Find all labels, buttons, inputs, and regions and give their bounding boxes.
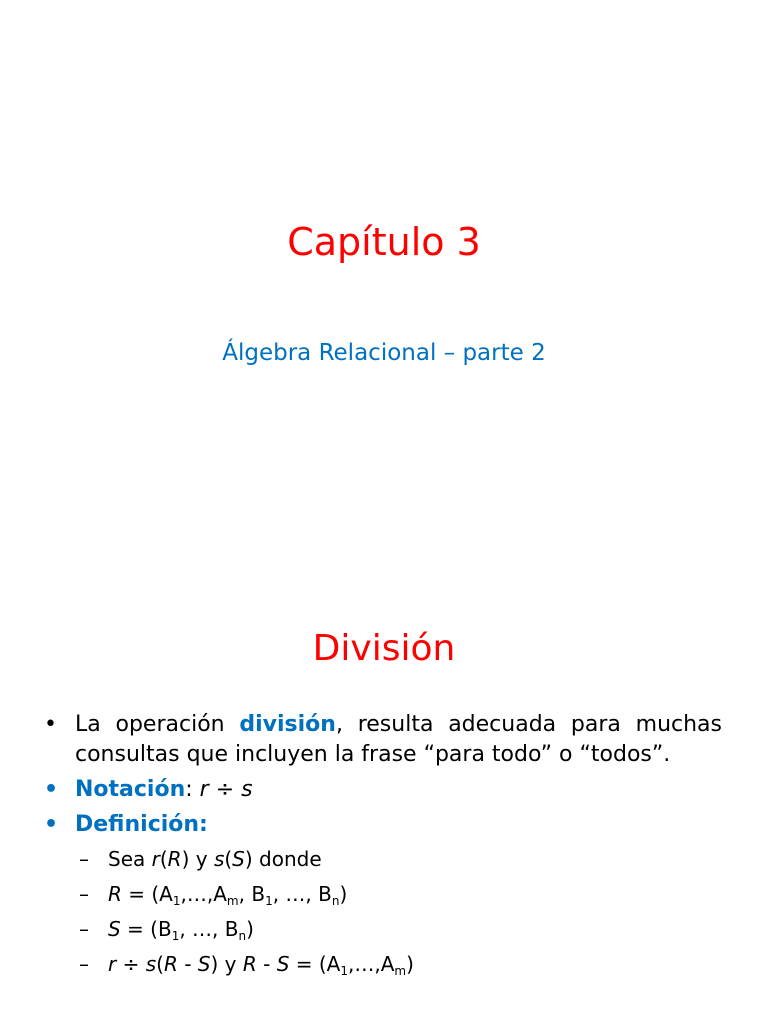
subitem-R-def [44, 879, 722, 909]
text: , …, B [179, 917, 239, 941]
notacion-colon: : [185, 777, 193, 802]
var-R: R [242, 952, 257, 976]
subscript: 1 [171, 929, 180, 943]
text: - [256, 952, 277, 976]
text: Sea [108, 847, 152, 871]
var-S: S [197, 952, 211, 976]
text: ( [159, 847, 168, 871]
bullet-division-description [44, 710, 722, 770]
var-S: S [232, 847, 245, 871]
subscript: m [226, 894, 239, 908]
text: ( [224, 847, 233, 871]
text: - [177, 952, 198, 976]
text: ) donde [244, 847, 322, 871]
dash-icon: – [79, 847, 89, 871]
text: ) y [181, 847, 214, 871]
text: ) [339, 882, 348, 906]
text: ) [406, 952, 414, 976]
subscript: 1 [172, 894, 181, 908]
bullet-notacion [44, 775, 722, 805]
slide2-content [44, 710, 722, 979]
var-r: r [151, 847, 160, 871]
dash-icon: – [79, 917, 89, 941]
bullet-icon: • [44, 777, 59, 802]
subitem-S-def [44, 914, 722, 944]
dash-icon: – [79, 882, 89, 906]
var-R: R [163, 952, 178, 976]
text: ) [246, 917, 254, 941]
text: ,…,A [348, 952, 395, 976]
slide1-subtitle: Álgebra Relacional – parte 2 [222, 340, 546, 366]
subscript: n [238, 929, 247, 943]
text: = (B [120, 917, 172, 941]
bullet-text-before: La operación [75, 712, 240, 737]
bullet-definicion [44, 810, 722, 840]
text: , B [238, 882, 266, 906]
subscript: n [331, 894, 340, 908]
text: = (A [289, 952, 341, 976]
text: ,…,A [180, 882, 227, 906]
highlight-division: división [239, 712, 336, 737]
text: ) y [210, 952, 243, 976]
slide1-title: Capítulo 3 [287, 220, 481, 264]
bullet-text-after: , resulta adecuada para muchas consultas que incluyen la frase “para todo” o “todos”. [75, 712, 722, 767]
bullet-icon: • [44, 812, 59, 837]
text: ( [156, 952, 164, 976]
text: ÷ [116, 952, 146, 976]
dash-icon: – [79, 952, 89, 976]
subscript: 1 [265, 894, 273, 908]
var-S: S [276, 952, 290, 976]
text: = (A [121, 882, 173, 906]
var-s: s [145, 952, 157, 976]
var-s: s [213, 847, 225, 871]
bullet-icon: • [44, 712, 57, 737]
notacion-s: s [241, 777, 253, 802]
var-R: R [167, 847, 182, 871]
notacion-op: ÷ [208, 777, 242, 802]
notacion-r: r [199, 777, 209, 802]
subitem-division-def [44, 949, 722, 979]
text: , …, B [272, 882, 332, 906]
slide2-title: División [312, 628, 456, 669]
var-r: r [108, 952, 117, 976]
definicion-label: Definición: [75, 812, 208, 837]
subitem-sea [44, 844, 722, 874]
subscript: 1 [340, 964, 349, 978]
subscript: m [394, 964, 407, 978]
var-R: R [108, 882, 122, 906]
notacion-label: Notación [75, 777, 186, 802]
var-S: S [108, 917, 121, 941]
